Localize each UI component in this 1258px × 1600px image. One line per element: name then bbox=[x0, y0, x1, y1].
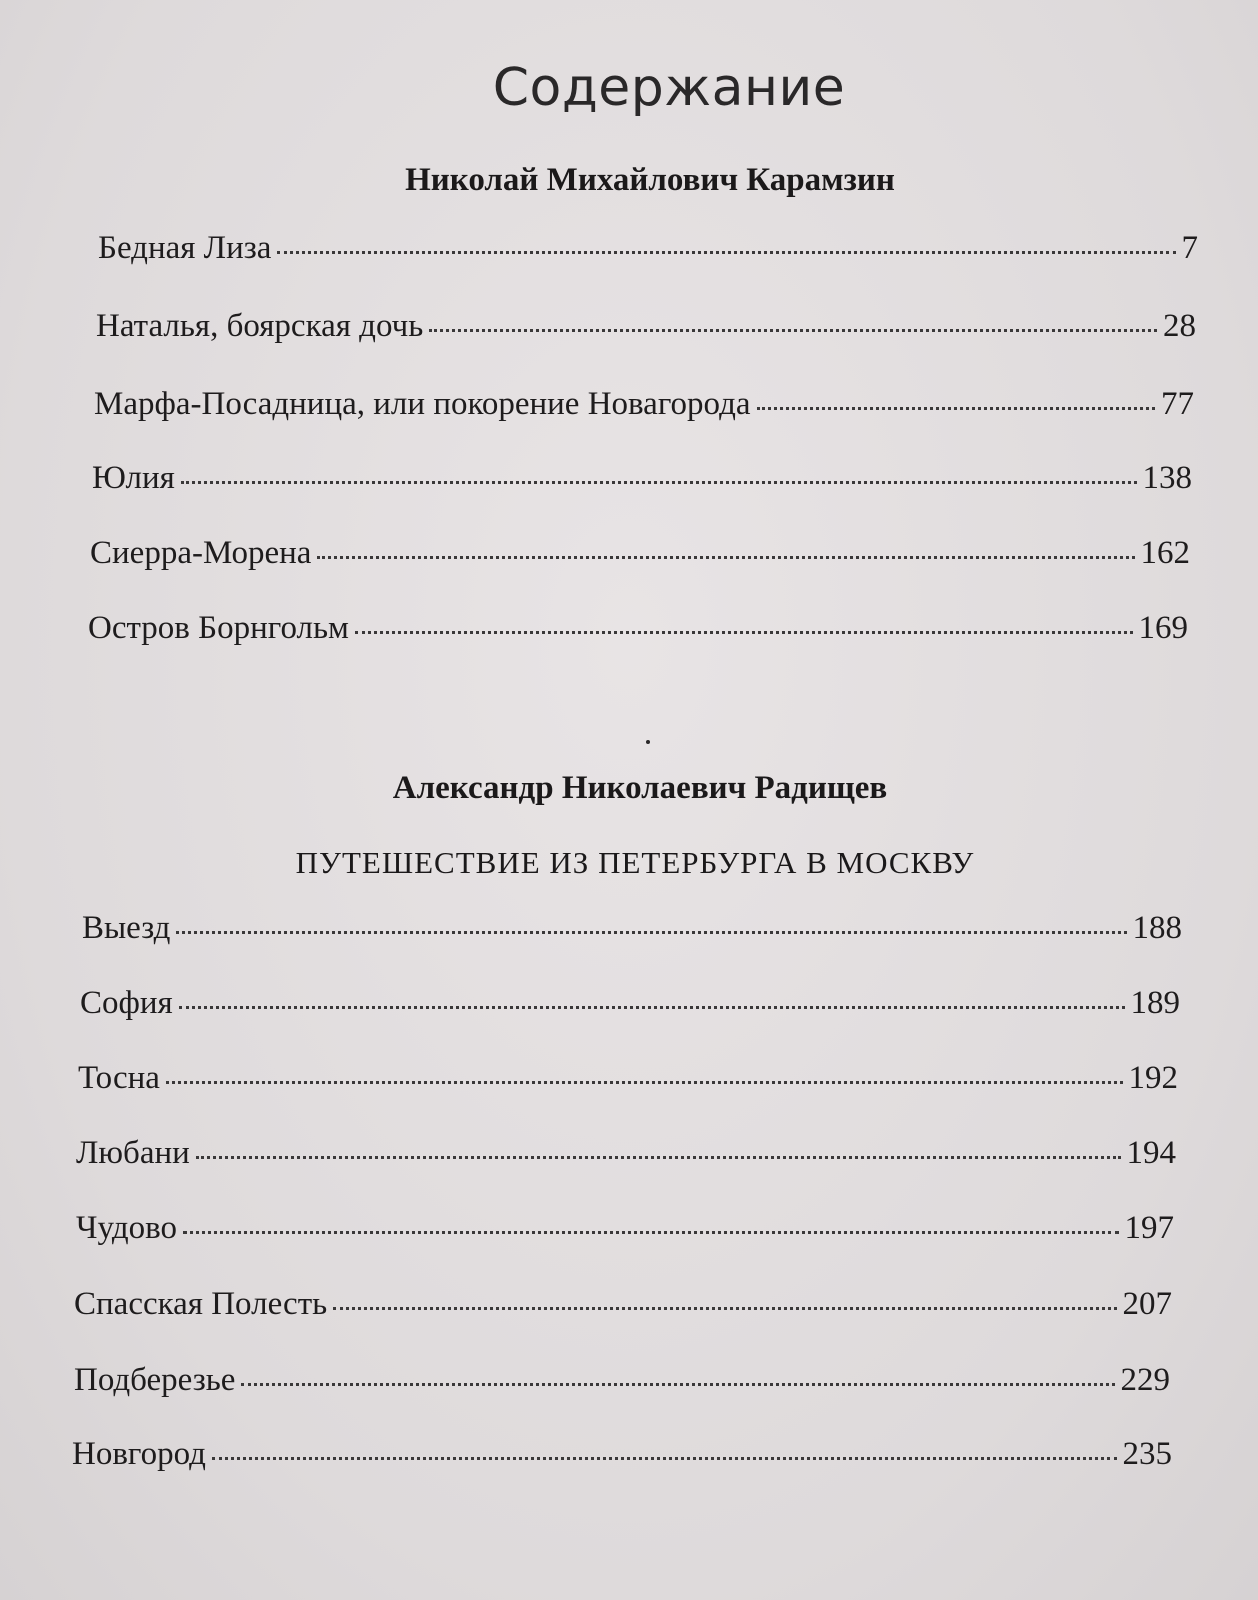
leader-dots bbox=[181, 480, 1137, 484]
author-karamzin: Николай Михайлович Карамзин bbox=[405, 162, 895, 198]
toc-entry-page: 169 bbox=[1138, 610, 1188, 646]
leader-dots bbox=[212, 1456, 1117, 1460]
print-speck bbox=[646, 740, 650, 744]
toc-entry-label: Тосна bbox=[78, 1060, 160, 1096]
toc-entry-page: 229 bbox=[1120, 1362, 1170, 1398]
toc-entry bbox=[96, 308, 1196, 345]
leader-dots bbox=[179, 1005, 1125, 1009]
toc-entry-label: Выезд bbox=[82, 910, 171, 946]
work-title: ПУТЕШЕСТВИЕ ИЗ ПЕТЕРБУРГА В МОСКВУ bbox=[295, 845, 975, 880]
toc-entry bbox=[94, 386, 1194, 423]
toc-entry-page: 194 bbox=[1126, 1135, 1176, 1171]
leader-dots bbox=[166, 1080, 1123, 1084]
toc-entry-page: 192 bbox=[1128, 1060, 1178, 1096]
toc-entry bbox=[74, 1362, 1170, 1399]
toc-entry-label: Остров Борнгольм bbox=[88, 610, 349, 646]
toc-entry-page: 77 bbox=[1161, 386, 1194, 422]
leader-dots bbox=[757, 406, 1155, 410]
toc-entry bbox=[82, 910, 1182, 947]
leader-dots bbox=[317, 555, 1134, 559]
toc-entry-page: 189 bbox=[1130, 985, 1180, 1021]
toc-entry-label: Подберезье bbox=[74, 1362, 236, 1398]
leader-dots bbox=[176, 930, 1126, 934]
leader-dots bbox=[241, 1382, 1114, 1386]
toc-entry-label: Любани bbox=[76, 1135, 190, 1171]
toc-entry bbox=[76, 1210, 1174, 1247]
toc-entry-label: Спасская Полесть bbox=[74, 1286, 328, 1322]
toc-entry-page: 235 bbox=[1122, 1436, 1172, 1472]
toc-entry bbox=[90, 535, 1190, 572]
toc-entry bbox=[74, 1286, 1172, 1323]
toc-entry-page: 7 bbox=[1181, 230, 1198, 266]
toc-entry-page: 207 bbox=[1122, 1286, 1172, 1322]
toc-entry-label: Чудово bbox=[76, 1210, 178, 1246]
leader-dots bbox=[183, 1230, 1118, 1234]
toc-entry bbox=[76, 1135, 1176, 1172]
toc-entry bbox=[72, 1436, 1172, 1473]
leader-dots bbox=[277, 250, 1175, 254]
toc-entry-page: 188 bbox=[1132, 910, 1182, 946]
toc-entry-page: 197 bbox=[1124, 1210, 1174, 1246]
toc-entry-label: София bbox=[80, 985, 173, 1021]
toc-entry bbox=[88, 610, 1188, 647]
page-title: Содержание bbox=[492, 58, 846, 118]
toc-entry-label: Сиерра-Морена bbox=[90, 535, 312, 571]
toc-entry-label: Наталья, боярская дочь bbox=[96, 308, 424, 344]
leader-dots bbox=[196, 1155, 1121, 1159]
toc-entry-label: Марфа-Посадница, или покорение Новагорода bbox=[94, 386, 751, 422]
leader-dots bbox=[333, 1306, 1116, 1310]
author-radishchev: Александр Николаевич Радищев bbox=[392, 770, 888, 806]
leader-dots bbox=[429, 328, 1157, 332]
toc-entry bbox=[80, 985, 1180, 1022]
toc-entry-page: 28 bbox=[1163, 308, 1196, 344]
toc-entry-label: Юлия bbox=[92, 460, 175, 496]
toc-entry-label: Бедная Лиза bbox=[98, 230, 272, 266]
toc-entry-label: Новгород bbox=[72, 1436, 206, 1472]
leader-dots bbox=[355, 630, 1133, 634]
toc-entry bbox=[78, 1060, 1178, 1097]
toc-entry-page: 162 bbox=[1140, 535, 1190, 571]
toc-entry bbox=[92, 460, 1192, 497]
toc-entry-page: 138 bbox=[1142, 460, 1192, 496]
toc-entry bbox=[98, 230, 1198, 267]
